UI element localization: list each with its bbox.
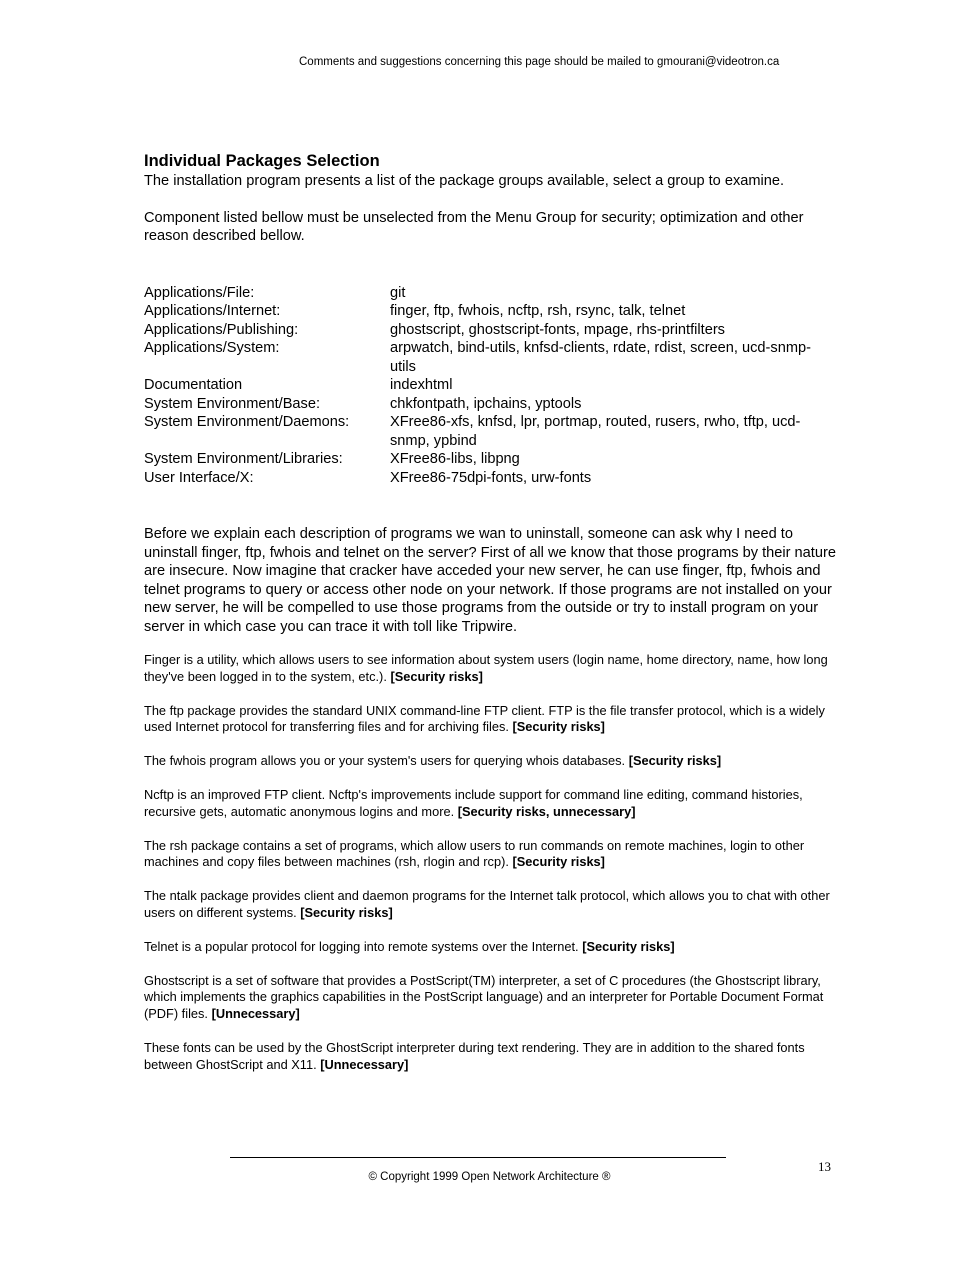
package-description: [144, 838, 844, 872]
package-description: [144, 939, 844, 956]
risk-tag: [Security risks]: [582, 938, 675, 954]
package-description: [144, 787, 844, 821]
package-table: [144, 284, 844, 488]
section-title: Individual Packages Selection: [144, 152, 380, 170]
package-description: [144, 652, 844, 686]
description-text: The ntalk package provides client and daemon programs for the Internet talk protocol, which allows you to chat with other users on different systems.: [144, 888, 830, 920]
package-description: [144, 703, 844, 737]
package-list: arpwatch, bind-utils, knfsd-clients, rdate, rdist, screen, ucd-snmp-utils: [390, 340, 811, 375]
package-list: XFree86-75dpi-fonts, urw-fonts: [390, 469, 592, 486]
risk-tag: [Security risks, unnecessary]: [457, 803, 636, 819]
description-text: Ghostscript is a set of software that provides a PostScript(TM) interpreter, a set of C procedures (the Ghostscript library, which implements the graphics capabilities in the PostScript language) and an interpreter for Portable Document Format (PDF) files.: [144, 972, 824, 1022]
package-row: [144, 395, 844, 414]
package-group: System Environment/Base:: [144, 395, 321, 412]
description-text: The fwhois program allows you or your system's users for querying whois databases.: [144, 753, 626, 769]
package-group: Applications/Publishing:: [144, 321, 299, 338]
description-text: The ftp package provides the standard UNIX command-line FTP client. FTP is the file transfer protocol, which is a widely used Internet protocol for transferring files and for archiving files.: [144, 702, 825, 735]
risk-tag: [Unnecessary]: [211, 1006, 300, 1022]
risk-tag: [Security risks]: [512, 719, 605, 735]
explanation-paragraph: Before we explain each description of programs we wan to uninstall, someone can ask why I need to uninstall finger, ftp, fwhois and telnet on the server? First of all we know that those programs by their nature are insecure. Now imagine that cracker have acceded your new server, he can use finger, ftp, fwhois and telnet programs to query or access other node on your network. If those programs are not installed on your new server, he will be compelled to use those programs from the outside or try to install program on your server in which case you can trace it with toll like Tripwire.: [144, 526, 836, 635]
package-descriptions: [144, 652, 844, 1074]
description-text: The rsh package contains a set of programs, which allow users to run commands on remote machines, login to other machines and copy files between machines (rsh, rlogin and rcp).: [144, 837, 805, 870]
page-number: 13: [818, 1159, 831, 1174]
package-row: [144, 469, 844, 488]
risk-tag: [Unnecessary]: [320, 1056, 409, 1072]
package-list: finger, ftp, fwhois, ncftp, rsh, rsync, talk, telnet: [390, 303, 686, 319]
footer-divider: [230, 1157, 726, 1158]
package-list: chkfontpath, ipchains, yptools: [390, 395, 582, 412]
package-row: [144, 302, 844, 321]
package-description: [144, 888, 844, 922]
intro-paragraph: The installation program presents a list of the package groups available, select a group to examine.: [144, 173, 785, 189]
package-group: System Environment/Daemons:: [144, 414, 350, 430]
description-text: These fonts can be used by the GhostScript interpreter during text rendering. They are in addition to the shared fonts between GhostScript and X11.: [144, 1039, 805, 1072]
package-list: git: [390, 284, 406, 301]
package-row: [144, 376, 844, 395]
package-group: Applications/Internet:: [144, 303, 281, 319]
package-description: [144, 973, 844, 1023]
package-group: Applications/System:: [144, 340, 280, 356]
risk-tag: [Security risks]: [300, 904, 393, 920]
risk-tag: [Security risks]: [628, 753, 722, 769]
package-list: indexhtml: [390, 377, 453, 393]
package-group: Documentation: [144, 377, 243, 393]
package-list: XFree86-xfs, knfsd, lpr, portmap, routed, rusers, rwho, tftp, ucd-snmp, ypbind: [390, 414, 801, 449]
page-content: [144, 150, 844, 1091]
package-group: User Interface/X:: [144, 469, 254, 486]
footer-copyright: © Copyright 1999 Open Network Architecture ®: [368, 1171, 611, 1183]
package-row: [144, 321, 844, 340]
description-text: Ncftp is an improved FTP client. Ncftp's improvements include support for command line editing, command histories, recursive gets, automatic anonymous logins and more.: [144, 786, 803, 819]
package-list: ghostscript, ghostscript-fonts, mpage, rhs-printfilters: [390, 321, 725, 338]
package-list: XFree86-libs, libpng: [390, 451, 520, 467]
intro-paragraph: Component listed bellow must be unselected from the Menu Group for security; optimization and other reason described bellow.: [144, 209, 804, 244]
risk-tag: [Security risks]: [390, 668, 483, 684]
package-group: Applications/File:: [144, 284, 255, 301]
package-row: [144, 284, 844, 303]
package-description: [144, 753, 844, 770]
description-text: Finger is a utility, which allows users to see information about system users (login name, home directory, name, how long they've been logged in to the system, etc.).: [144, 652, 828, 684]
package-row: [144, 450, 844, 469]
risk-tag: [Security risks]: [512, 854, 605, 870]
description-text: Telnet is a popular protocol for logging into remote systems over the Internet.: [144, 938, 579, 954]
package-description: [144, 1040, 844, 1074]
package-group: System Environment/Libraries:: [144, 451, 343, 467]
package-row: [144, 413, 844, 450]
page-header: Comments and suggestions concerning this page should be mailed to gmourani@videotron.ca: [299, 56, 780, 68]
package-row: [144, 339, 844, 376]
